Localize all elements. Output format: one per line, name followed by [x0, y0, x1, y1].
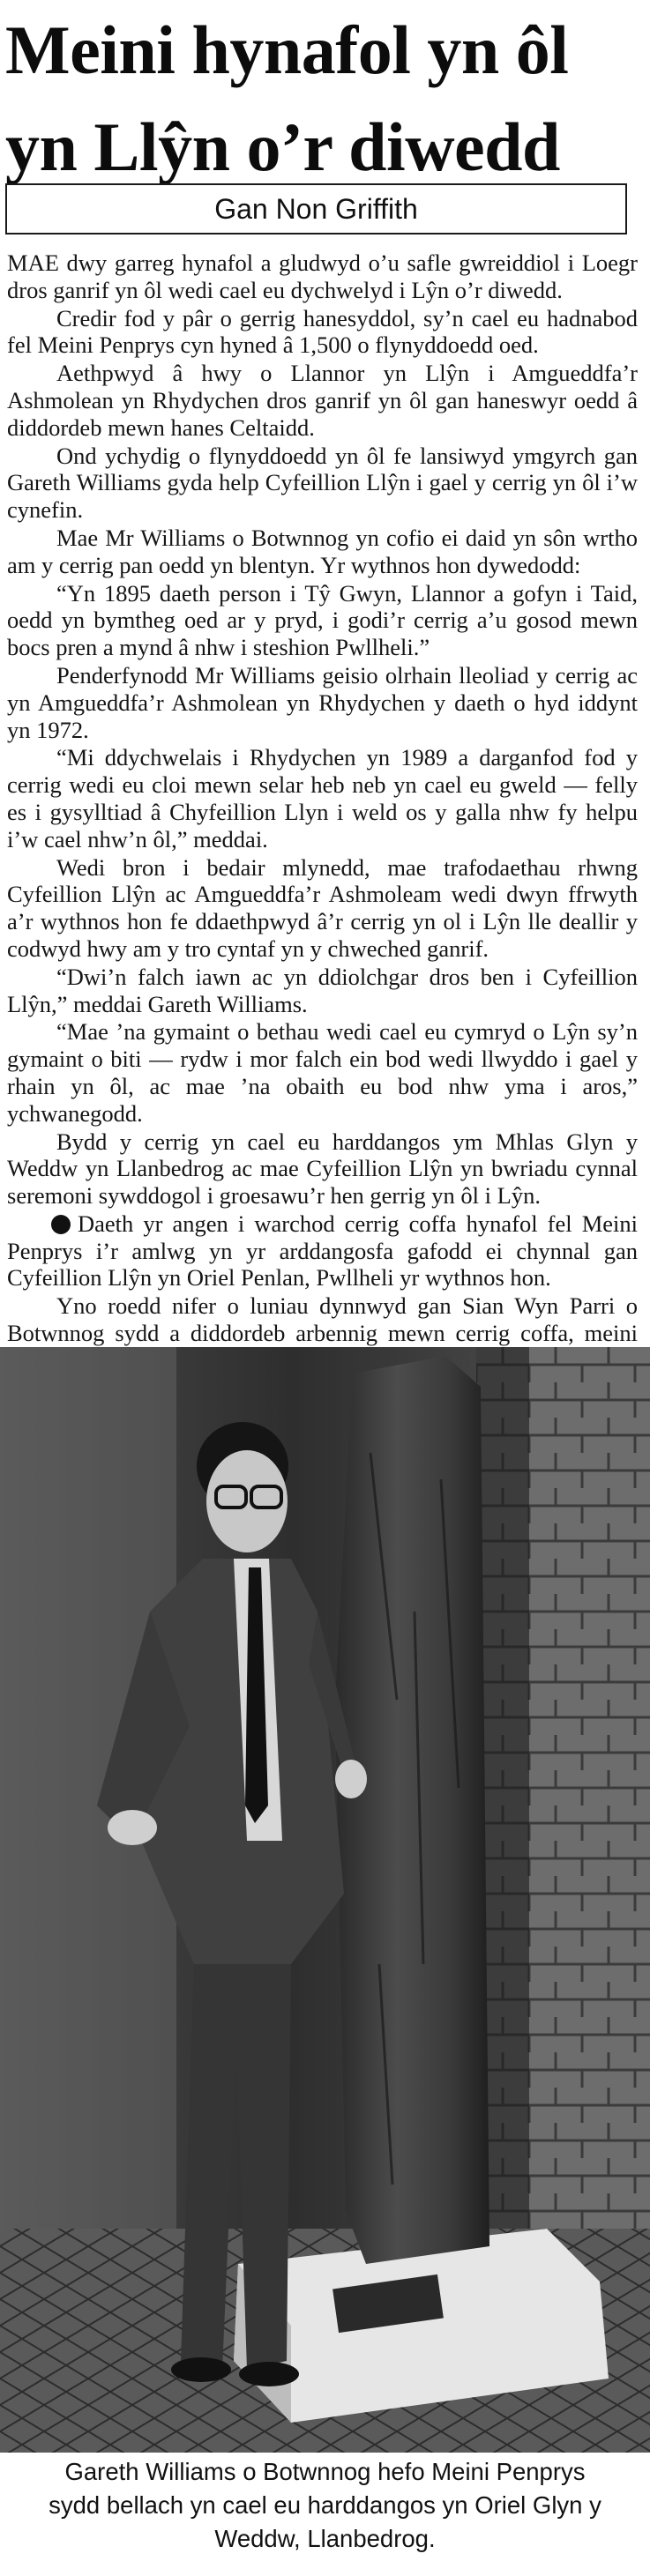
headline-line-1: Meini hynafol yn ôl — [5, 11, 569, 88]
article-body — [7, 249, 638, 1375]
article-paragraph-13-text: Daeth yr angen i warchod cerrig coffa hynafol fel Meini Penprys i’r amlwg yn yr arddangosfa gafodd ei chynnal gan Cyfeillion Llŷn yn Oriel Penlan, Pwllheli yr wythnos hon. — [7, 1210, 638, 1292]
photograph-man-with-standing-stone — [0, 1347, 650, 2453]
article-paragraph-7: Penderfynodd Mr Williams geisio olrhain lleoliad y cerrig ac yn Amgueddfa’r Ashmolean yn Rhydychen y daeth o hyd iddynt yn 1972. — [7, 661, 638, 743]
article-paragraph-2: Credir fod y pâr o gerrig hanesyddol, sy’n cael eu hadnabod fel Meini Penprys cyn hyned â 1,500 o flynyddoedd oed. — [7, 304, 638, 359]
headline — [5, 2, 645, 196]
article-paragraph-9: Wedi bron i bedair mlynedd, mae trafodaethau rhwng Cyfeillion Llŷn ac Amgueddfa’r Ashmoleam wedi dwyn ffrwyth a’r wythnos hon fe ddaethpwyd â’r cerrig yn ol i Lŷn lle deallir y codwyd hwy am y tro cyntaf yn y chweched ganrif. — [7, 853, 638, 962]
article-paragraph-3: Aethpwyd â hwy o Llannor yn Llŷn i Amgueddfa’r Ashmolean yn Rhydychen dros ganrif yn ôl gan haneswyr oedd â diddordeb mewn hanes Celtaidd. — [7, 360, 638, 441]
byline-box — [5, 183, 627, 235]
article-paragraph-11: “Mae ’na gymaint o bethau wedi cael eu cymryd o Lŷn sy’n gymaint o biti — rydw i mor falch ein bod wedi llwyddo i gael y rhain yn ôl, ac mae ’na obaith eu bod nhw yma i aros,” ychwanegodd. — [7, 1018, 638, 1127]
caption-line-3: Weddw, Llanbedrog. — [214, 2525, 436, 2552]
article-paragraph-8: “Mi ddychwelais i Rhydychen yn 1989 a darganfod fod y cerrig wedi eu cloi mewn selar heb neb yn cael eu gweld — felly es i gysylltiad â Chyfeillion Llyn i weld os y galla nhw fy helpu i’w cael nhw’n ôl,” meddai. — [7, 744, 638, 852]
article-paragraph-5: Mae Mr Williams o Botwnnog yn cofio ei daid yn sôn wrtho am y cerrig pan oedd yn blentyn. Yr wythnos hon dywedodd: — [7, 524, 638, 578]
byline: Gan Non Griffith — [214, 192, 418, 225]
article-paragraph-1: MAE dwy garreg hynafol a gludwyd o’u safle gwreiddiol i Loegr dros ganrif yn ôl wedi cael eu dychwelyd i Lŷn o’r diwedd. — [7, 249, 638, 303]
standing-stone — [335, 1356, 489, 2264]
article-paragraph-4: Ond ychydig o flynyddoedd yn ôl fe lansiwyd ymgyrch gan Gareth Williams gyda help Cyfeillion Llŷn i gael y cerrig yn ôl i’w cynefin. — [7, 442, 638, 524]
bullet-icon — [51, 1215, 71, 1234]
article-paragraph-14: Yno roedd nifer o luniau dynnwyd gan Sian Wyn Parri o Botwnnog sydd a diddordeb arbennig mewn cerrig coffa, meini — [7, 1292, 638, 1347]
caption-line-1: Gareth Williams o Botwnnog hefo Meini Penprys — [64, 2458, 586, 2485]
photo-caption — [0, 2455, 650, 2556]
caption-line-2: sydd bellach yn cael eu harddangos yn Oriel Glyn y — [49, 2491, 601, 2519]
article-paragraph-12: Bydd y cerrig yn cael eu harddangos ym Mhlas Glyn y Weddw yn Llanbedrog ac mae Cyfeillion Llŷn yn bwriadu cynnal seremoni sywddogol i groesawu’r hen gerrig yn ôl i Lŷn. — [7, 1128, 638, 1210]
article-paragraph-6: “Yn 1895 daeth person i Tŷ Gwyn, Llannor a gofyn i Taid, oedd yn bymtheg oed ar y pryd, i godi’r cerrig a’u gosod mewn bocs pren a mynd â nhw i steshion Pwllheli.” — [7, 579, 638, 661]
article-paragraph-10: “Dwi’n falch iawn ac yn ddiolchgar dros ben i Cyfeillion Llŷn,” meddai Gareth Williams. — [7, 963, 638, 1017]
photograph-illustration — [0, 1347, 650, 2453]
headline-line-2: yn Llŷn o’r diwedd — [5, 108, 560, 185]
article-paragraph-13 — [7, 1210, 638, 1292]
